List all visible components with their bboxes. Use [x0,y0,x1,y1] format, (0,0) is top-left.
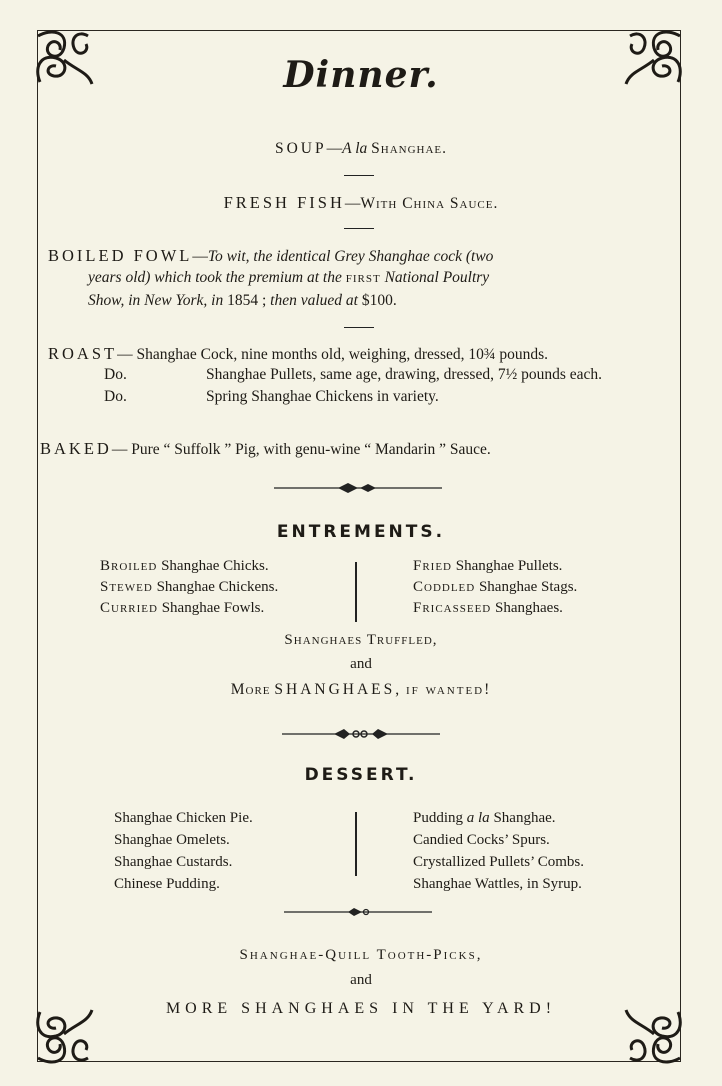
entrements-right [413,556,577,619]
boiled-year: 1854 ; [227,292,267,309]
boiled-line-1 [48,246,493,266]
dish-method: Curried [100,600,158,616]
baked-label: BAKED [40,439,112,458]
boiled-text-3b: then valued at [270,292,358,309]
entrements-left [100,556,278,619]
list-item: Shanghae Omelets. [114,832,230,848]
dish-method: Fried [413,558,453,574]
roast-text-3: Spring Shanghae Chickens in variety. [206,388,439,405]
baked-dash: — [111,441,128,458]
boiled-dash: — [192,248,208,265]
more-word: More [230,681,271,698]
truffled-line: Shanghaes Truffled, [284,632,438,648]
page-title: Dinner. [283,54,439,96]
shanghaes-word: SHANGHAES, [274,681,403,698]
roast-ditto-2: Do. [104,388,127,405]
divider-ornament-icon [284,905,432,919]
boiled-text-3: Show, in New York, in [88,292,224,309]
divider-ornament-icon [282,726,440,742]
dish-name: Shanghae. [493,810,556,826]
list-item [413,577,577,598]
divider-ornament-icon [274,480,442,496]
footer-and-line: and [350,972,372,988]
dish-name: Shanghae Chickens. [156,579,279,595]
list-item [100,556,278,577]
boiled-line-3 [88,292,397,310]
boiled-price: $100. [361,292,397,309]
dish-method: Fricasseed [413,600,492,616]
list-item [100,577,278,598]
roast-ditto-1: Do. [104,366,127,383]
boiled-text-1: To wit, the identical Grey Shanghae cock (two [207,248,494,265]
dish-name: Shanghae Stags. [478,579,578,595]
list-item: Crystallized Pullets’ Combs. [413,854,584,870]
list-item: Shanghae Custards. [114,854,233,870]
list-item: Candied Cocks’ Spurs. [413,832,550,848]
roast-dash: — [117,346,133,363]
dessert-heading: DESSERT. [304,765,418,785]
if-wanted-text: if wanted! [406,681,492,698]
roast-line-1 [48,344,548,364]
dish-style: a la [466,810,490,826]
dessert-left [114,807,253,895]
dish-name: Shanghaes. [495,600,563,616]
column-divider [355,812,357,876]
boiled-first: first [345,269,381,286]
fish-text: With China Sauce. [360,195,499,212]
soup-style: A la [342,140,368,157]
dish-method: Stewed [100,579,153,595]
dish-method: Coddled [413,579,476,595]
boiled-line-2 [88,269,489,287]
soup-line [0,140,722,158]
roast-label: ROAST [48,344,118,363]
soup-label: SOUP [274,140,327,157]
boiled-label: BOILED FOWL [48,246,193,265]
dish-name: Shanghae Pullets. [455,558,563,574]
dish-name: Shanghae Fowls. [161,600,265,616]
list-item: Shanghae Wattles, in Syrup. [413,876,582,892]
soup-text: Shanghae. [371,140,448,157]
entrements-heading: ENTREMENTS. [276,522,446,542]
more-shanghaes-line [0,681,722,699]
fish-dash: — [344,195,361,212]
divider-dash [344,175,374,176]
dish-method: Broiled [100,558,158,574]
list-item [413,807,584,829]
dish-name: Shanghae Chicks. [161,558,269,574]
divider-dash [344,228,374,229]
baked-line [40,439,491,459]
toothpicks-line: Shanghae-Quill Tooth-Picks, [239,947,483,963]
divider-dash [344,327,374,328]
fish-line [0,193,722,213]
baked-text: Pure “ Suffolk ” Pig, with genu-wine “ Mandarin ” Sauce. [131,441,491,458]
yard-line: MORE SHANGHAES IN THE YARD! [165,1000,557,1017]
boiled-text-2: years old) which took the premium at the [88,269,342,286]
list-item: Chinese Pudding. [114,876,220,892]
list-item [413,598,577,619]
list-item: Shanghae Chicken Pie. [114,810,253,826]
boiled-text-2b: National Poultry [384,269,490,286]
soup-dash: — [326,140,343,157]
roast-text-1: Shanghae Cock, nine months old, weighing, dressed, 10¾ pounds. [136,346,549,363]
and-line: and [350,656,372,672]
dish-name: Pudding [413,810,464,826]
roast-text-2: Shanghae Pullets, same age, drawing, dressed, 7½ pounds each. [206,366,603,383]
list-item [413,556,577,577]
fish-label: FRESH FISH [223,193,345,212]
list-item [100,598,278,619]
dessert-right [413,807,584,895]
column-divider [355,562,357,622]
